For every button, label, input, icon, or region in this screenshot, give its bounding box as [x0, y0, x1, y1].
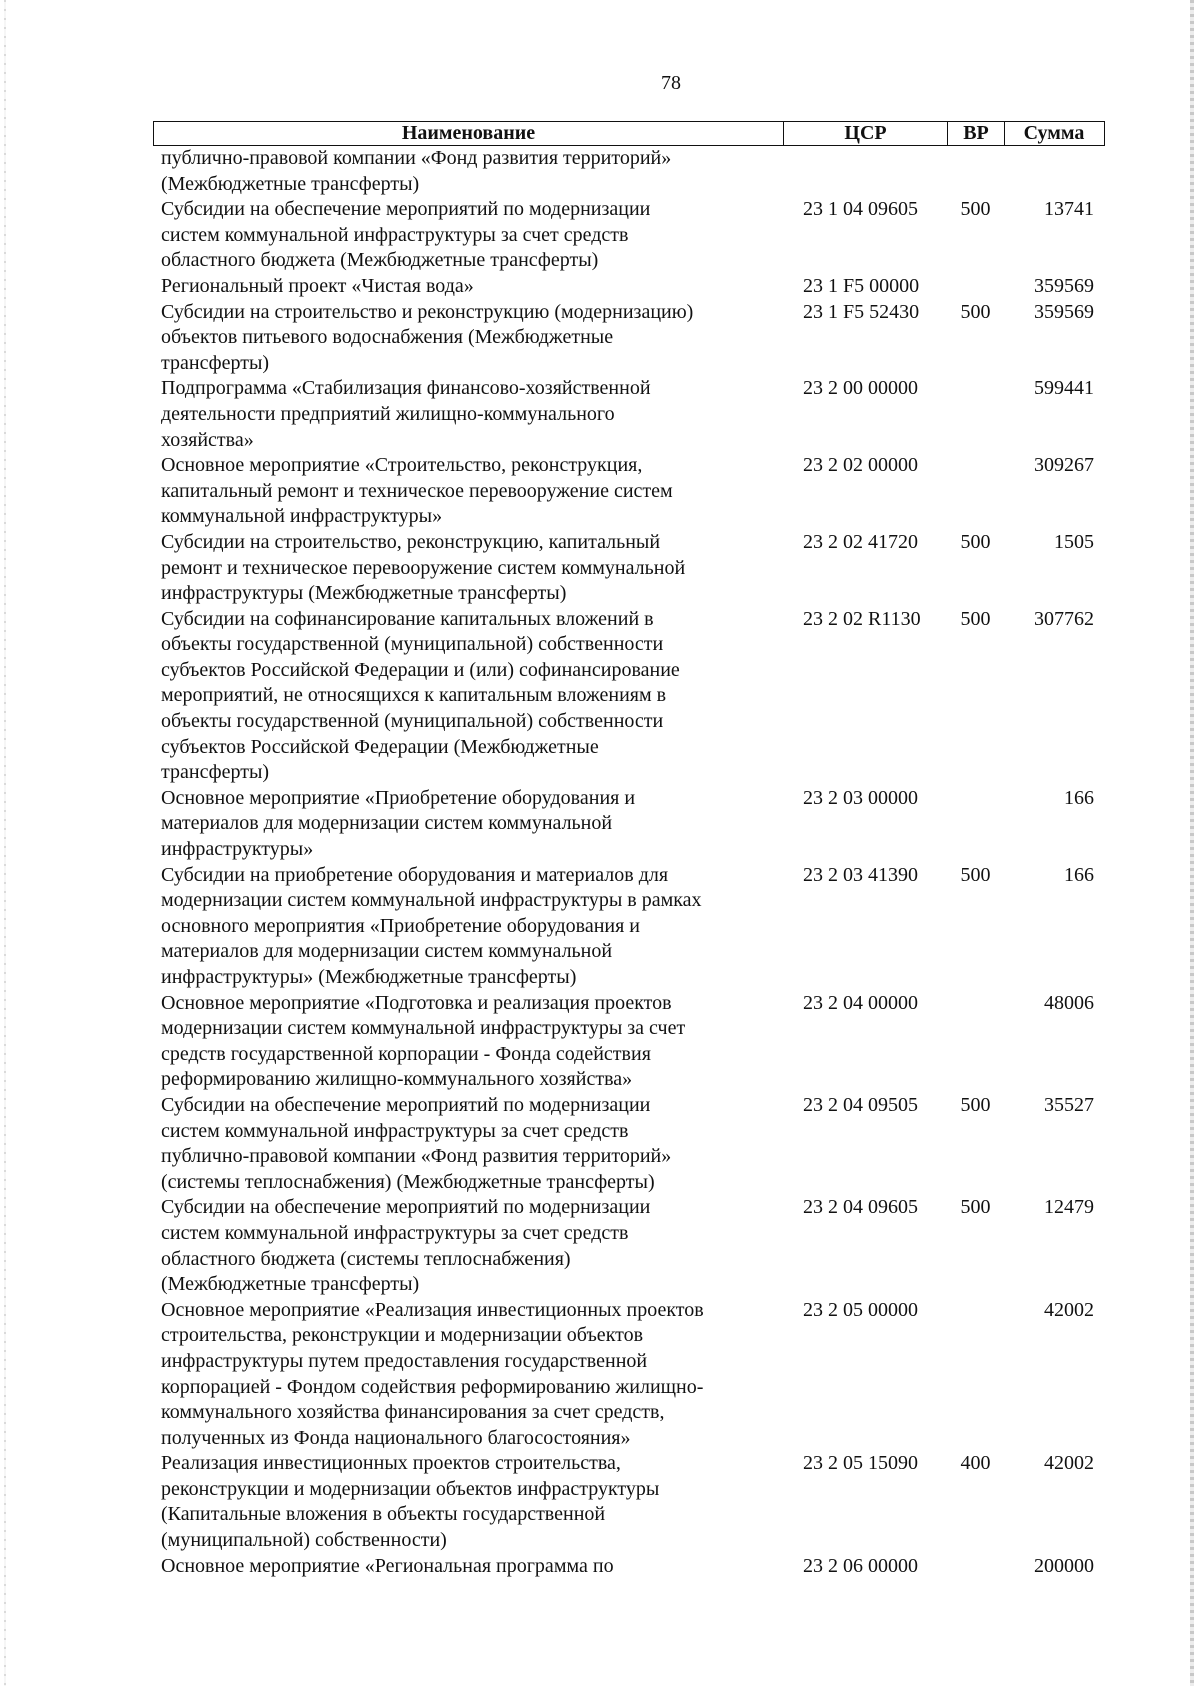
row-name: Субсидии на приобретение оборудования и материалов для модернизации систем коммунальной инфраструктуры в рамках основного мероприятия «Приобретение оборудования и материалов для модернизации систем коммунальной инфраструктуры» (Межбюджетные трансферты)	[161, 863, 702, 988]
row-vr	[947, 1554, 1004, 1580]
row-vr	[947, 376, 1004, 453]
row-sum: 48006	[1044, 991, 1094, 1014]
page-number: 78	[661, 72, 681, 94]
table-row	[153, 274, 1105, 300]
row-vr: 500	[960, 607, 991, 630]
row-sum: 309267	[1034, 454, 1094, 477]
row-name: Реализация инвестиционных проектов строительства, реконструкции и модернизации объектов инфраструктуры (Капитальные вложения в объекты государственной (муниципальной) собственности)	[161, 1452, 660, 1552]
row-sum: 1505	[1054, 530, 1094, 553]
header-name: Наименование	[154, 122, 784, 145]
row-sum	[1004, 146, 1102, 197]
row-vr	[947, 786, 1004, 863]
row-csr: 23 1 04 09605	[803, 198, 918, 221]
row-csr: 23 2 02 00000	[803, 454, 918, 477]
header-csr: ЦСР	[784, 122, 948, 145]
row-sum: 166	[1064, 786, 1094, 809]
row-name: публично-правовой компании «Фонд развития территорий» (Межбюджетные трансферты)	[161, 147, 672, 195]
table-row	[153, 300, 1105, 377]
table-row	[153, 453, 1105, 530]
row-csr: 23 2 00 00000	[803, 377, 918, 400]
row-name: Субсидии на софинансирование капитальных вложений в объекты государственной (муниципальной) собственности субъектов Российской Федерации и (или) софинансирование мероприятий, не относящихся к капитальным вложениям в объекты государственной (муниципальной) собственности субъектов Российской Федерации (Межбюджетные трансферты)	[161, 607, 680, 784]
row-vr	[947, 453, 1004, 530]
table-row	[153, 1298, 1105, 1452]
table-row	[153, 1451, 1105, 1553]
row-sum: 359569	[1034, 300, 1094, 323]
row-csr: 23 2 02 R1130	[803, 607, 921, 630]
row-name: Субсидии на строительство, реконструкцию, капитальный ремонт и техническое перевооружение систем коммунальной инфраструктуры (Межбюджетные трансферты)	[161, 530, 686, 605]
header-vr: ВР	[948, 122, 1005, 145]
row-vr	[947, 274, 1004, 300]
table-row	[153, 607, 1105, 786]
row-name: Основное мероприятие «Региональная программа по	[161, 1554, 614, 1577]
row-name: Субсидии на обеспечение мероприятий по модернизации систем коммунальной инфраструктуры за счет средств областного бюджета (системы теплоснабжения) (Межбюджетные трансферты)	[161, 1196, 651, 1296]
row-vr: 500	[960, 1196, 991, 1219]
table-row	[153, 1093, 1105, 1195]
row-vr: 500	[960, 1093, 991, 1116]
row-vr	[947, 1298, 1004, 1452]
table-row	[153, 786, 1105, 863]
table-row	[153, 1195, 1105, 1297]
scan-edge-left	[4, 0, 6, 1686]
row-csr: 23 2 03 00000	[803, 786, 918, 809]
row-name: Основное мероприятие «Реализация инвестиционных проектов строительства, реконструкции и модернизации объектов инфраструктуры путем предоставления государственной корпорацией - Фондом содействия реформированию жилищно- коммунального хозяйства финансирования за счет средств, полученных из Фонда национального благосостояния»	[161, 1298, 704, 1449]
row-vr	[947, 991, 1004, 1093]
row-name: Подпрограмма «Стабилизация финансово-хозяйственной деятельности предприятий жилищно-коммунального хозяйства»	[161, 377, 651, 451]
row-csr	[783, 146, 947, 197]
row-sum: 13741	[1044, 198, 1094, 221]
row-sum: 166	[1064, 863, 1094, 886]
row-name: Субсидии на строительство и реконструкцию (модернизацию) объектов питьевого водоснабжения (Межбюджетные трансферты)	[161, 300, 694, 374]
row-csr: 23 2 06 00000	[803, 1554, 918, 1577]
budget-table	[153, 121, 1105, 1579]
row-vr: 400	[960, 1452, 991, 1475]
table-row	[153, 146, 1105, 197]
row-csr: 23 1 F5 00000	[803, 274, 920, 297]
row-csr: 23 2 04 09505	[803, 1093, 918, 1116]
row-csr: 23 2 05 15090	[803, 1452, 918, 1475]
table-row	[153, 197, 1105, 274]
table-row	[153, 991, 1105, 1093]
table-body	[153, 146, 1105, 1579]
table-row	[153, 1554, 1105, 1580]
row-name: Субсидии на обеспечение мероприятий по модернизации систем коммунальной инфраструктуры за счет средств публично-правовой компании «Фонд развития территорий» (системы теплоснабжения) (Межбюджетные трансферты)	[161, 1093, 672, 1193]
row-csr: 23 2 02 41720	[803, 530, 918, 553]
row-sum: 599441	[1034, 377, 1094, 400]
table-row	[153, 376, 1105, 453]
row-sum: 359569	[1034, 274, 1094, 297]
row-vr: 500	[960, 863, 991, 886]
table-row	[153, 530, 1105, 607]
table-header	[153, 121, 1105, 146]
scan-edge-right	[1190, 0, 1194, 1686]
row-sum: 200000	[1034, 1554, 1094, 1577]
row-name: Региональный проект «Чистая вода»	[161, 274, 474, 297]
row-name: Основное мероприятие «Приобретение оборудования и материалов для модернизации систем коммунальной инфраструктуры»	[161, 786, 636, 861]
row-csr: 23 2 03 41390	[803, 863, 918, 886]
row-vr: 500	[960, 300, 991, 323]
row-sum: 307762	[1034, 607, 1094, 630]
row-csr: 23 1 F5 52430	[803, 300, 920, 323]
row-sum: 42002	[1044, 1452, 1094, 1475]
header-sum: Сумма	[1023, 122, 1085, 144]
row-csr: 23 2 04 09605	[803, 1196, 918, 1219]
row-csr: 23 2 04 00000	[803, 991, 918, 1014]
row-name: Основное мероприятие «Подготовка и реализация проектов модернизации систем коммунальной инфраструктуры за счет средств государственной корпорации - Фонда содействия реформированию жилищно-коммунального хозяйства»	[161, 991, 686, 1091]
row-sum: 42002	[1044, 1298, 1094, 1321]
table-row	[153, 863, 1105, 991]
row-name: Основное мероприятие «Строительство, реконструкция, капитальный ремонт и техническое перевооружение систем коммунальной инфраструктуры»	[161, 454, 673, 528]
row-sum: 35527	[1044, 1093, 1094, 1116]
row-sum: 12479	[1044, 1196, 1094, 1219]
row-vr: 500	[960, 198, 991, 221]
row-vr: 500	[960, 530, 991, 553]
row-name: Субсидии на обеспечение мероприятий по модернизации систем коммунальной инфраструктуры за счет средств областного бюджета (Межбюджетные трансферты)	[161, 198, 651, 272]
row-vr	[947, 146, 1004, 197]
row-csr: 23 2 05 00000	[803, 1298, 918, 1321]
